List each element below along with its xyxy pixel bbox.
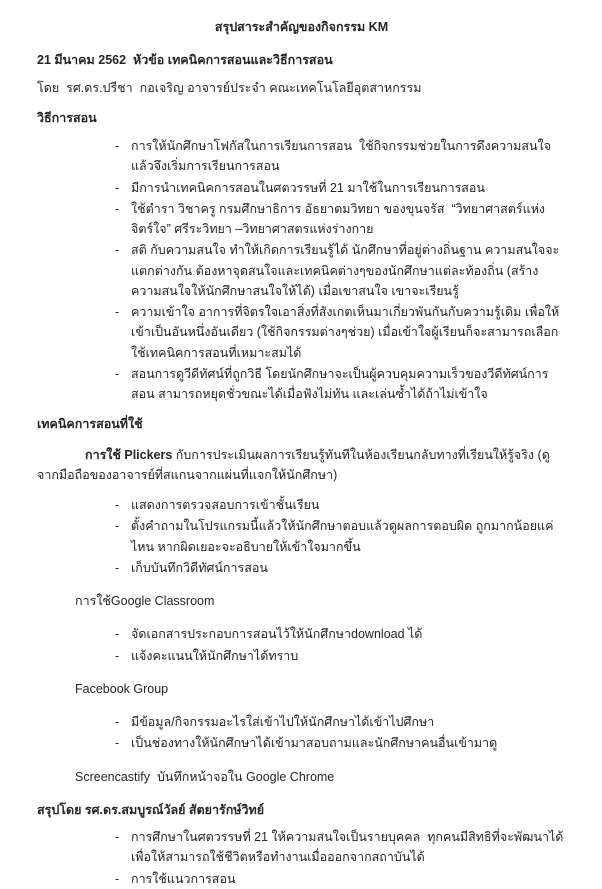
bullet-item [37, 733, 566, 753]
summary-heading: สรุปโดย รศ.ดร.สมบูรณ์วัลย์ สัตยารักษ์วิทย์ [37, 802, 265, 817]
bullet-item [37, 646, 566, 666]
bullet-item [37, 199, 566, 240]
bullet-text: มีการนำเทคนิคการสอนในศตวรรษที่ 21 มาใช้ในการเรียนการสอน [131, 180, 485, 195]
bullet-marker: - [115, 180, 120, 195]
google-classroom-list [37, 624, 566, 666]
bullet-item [37, 136, 566, 177]
plickers-lead: การใช้ Plickers [85, 447, 173, 462]
date-topic-line: 21 มีนาคม 2562 หัวข้อ เทคนิคการสอนและวิธีการสอน [37, 53, 333, 68]
bullet-text: มีข้อมูล/กิจกรรมอะไรใส่เข้าไปให้นักศึกษาได้เข้าไปศึกษา [131, 715, 435, 729]
bullet-marker: - [115, 366, 120, 381]
subheading-google-classroom: การใช้Google Classroom [75, 594, 215, 608]
bullet-text: ใช้ตำรา วิชาครู กรมศึกษาธิการ อัธยาตมวิทยา ของขุนจรัส “วิทยาศาสตร์แห่งจิตร์ใจ” ศรีระวิทยา –วิทยาศาสตรแห่งร่างกาย [131, 201, 546, 236]
bullet-text: ความเข้าใจ อาการที่จิตรใจเอาสิ่งที่สังเกตเห็นมาเกี่ยวพันกันกับความรู้เดิม เพื่อให้เข้าเป็นอันหนึ่งอันเดียว (ใช้กิจกรรมต่างๆช่วย) เมื่อเข้าใจผู้เรียนก็จะสามารถเลือกใช้เทคนิคการสอนที่เหมาะสมได้ [131, 305, 560, 360]
bullet-text: การใช้แนวการสอน [131, 871, 236, 886]
bullet-item [37, 869, 566, 889]
heading-techniques: เทคนิคการสอนที่ใช้ [37, 417, 143, 432]
bullet-item [37, 364, 566, 405]
bullet-marker: - [115, 498, 120, 512]
bullet-text: จัดเอกสารประกอบการสอนไว้ให้นักศึกษาdownload ได้ [131, 627, 423, 642]
bullet-marker: - [115, 201, 120, 216]
bullet-text: สติ กับความสนใจ ทำให้เกิดการเรียนรู้ได้ นักศึกษาที่อยู่ต่างถิ่นฐาน ความสนใจจะแตกต่างกัน ต้องหาจุดสนใจและเทคนิคต่างๆของนักศึกษาแต่ละท้องถิ่น (สร้างความสนใจให้นักศึกษาสนใจให้ได้) เมื่อเขาสนใจ เขาจะเรียนรู้ [131, 243, 560, 298]
screencastify-line: Screencastify บันทึกหน้าจอใน Google Chrome [75, 769, 335, 784]
bullet-marker: - [115, 519, 120, 534]
bullet-marker: - [115, 736, 120, 751]
facebook-group-list [37, 712, 566, 754]
bullet-text: แสดงการตรวจสอบการเข้าชั้นเรียน [131, 498, 320, 512]
bullet-item [37, 302, 566, 363]
teaching-methods-list [37, 136, 566, 404]
bullet-marker: - [115, 627, 120, 642]
bullet-marker: - [115, 560, 120, 575]
bullet-item [37, 624, 566, 644]
bullet-text: สอนการดูวีดีทัศน์ที่ถูกวิธี โดยนักศึกษาจะเป็นผู้ควบคุมความเร็วของวีดีทัศน์การสอน สามารถหยุดชั่วขณะได้เมื่อฟังไม่ทัน และเล่นซ้ำได้ถ้าไม่เข้าใจ [131, 366, 549, 401]
plickers-paragraph [37, 445, 566, 486]
bullet-marker: - [115, 243, 120, 258]
plickers-list [37, 495, 566, 578]
bullet-item [37, 516, 566, 557]
bullet-item [37, 827, 566, 868]
bullet-text: แจ้งคะแนนให้นักศึกษาได้ทราบ [131, 648, 299, 663]
bullet-item [37, 240, 566, 301]
bullet-item [37, 712, 566, 732]
bullet-marker: - [115, 830, 120, 844]
bullet-marker: - [115, 305, 120, 319]
bullet-text: เก็บบันทึกวิดีทัศน์การสอน [131, 560, 268, 575]
heading-teaching-methods: วิธีการสอน [37, 110, 97, 125]
plickers-text: กับการประเมินผลการเรียนรู้ทันทีในห้องเรียนกลับทางที่เรียนให้รู้จริง (ดูจากมือถือของอาจารย์ที่สแกนจากแผ่นที่แจกให้นักศึกษา) [37, 447, 550, 482]
bullet-marker: - [115, 139, 120, 153]
bullet-item [37, 178, 566, 198]
summary-list [37, 827, 566, 889]
bullet-item [37, 495, 566, 515]
bullet-text: การศึกษาในศตวรรษที่ 21 ให้ความสนใจเป็นรายบุคคล ทุกคนมีสิทธิที่จะพัฒนาได้ เพื่อให้สามารถใช้ชีวิตหรือทำงานเมื่อออกจากสถาบันได้ [131, 830, 567, 865]
bullet-text: ตั้งคำถามในโปรแกรมนี้แล้วให้นักศึกษาตอบแล้วดูผลการตอบผิด ถูกมากน้อยแค่ไหน หากผิดเยอะจะอธิบายให้เข้าใจมากขึ้น [131, 519, 554, 554]
author-line: โดย รศ.ดร.ปรีชา กอเจริญ อาจารย์ประจำ คณะเทคโนโลยีอุตสาหกรรม [37, 80, 422, 95]
bullet-item [37, 558, 566, 578]
subheading-facebook-group: Facebook Group [75, 681, 169, 696]
bullet-marker: - [115, 648, 120, 663]
bullet-marker: - [115, 715, 120, 729]
bullet-text: เป็นช่องทางให้นักศึกษาได้เข้ามาสอบถามและนักศึกษาคนอื่นเข้ามาดู [131, 736, 498, 751]
doc-title: สรุปสาระสำคัญของกิจกรรม KM [214, 20, 389, 34]
bullet-marker: - [115, 871, 120, 886]
bullet-text: การให้นักศึกษาโฟกัสในการเรียนการสอน ใช้กิจกรรมช่วยในการดึงความสนใจ แล้วจึงเริ่มการเรียนการสอน [131, 139, 555, 174]
